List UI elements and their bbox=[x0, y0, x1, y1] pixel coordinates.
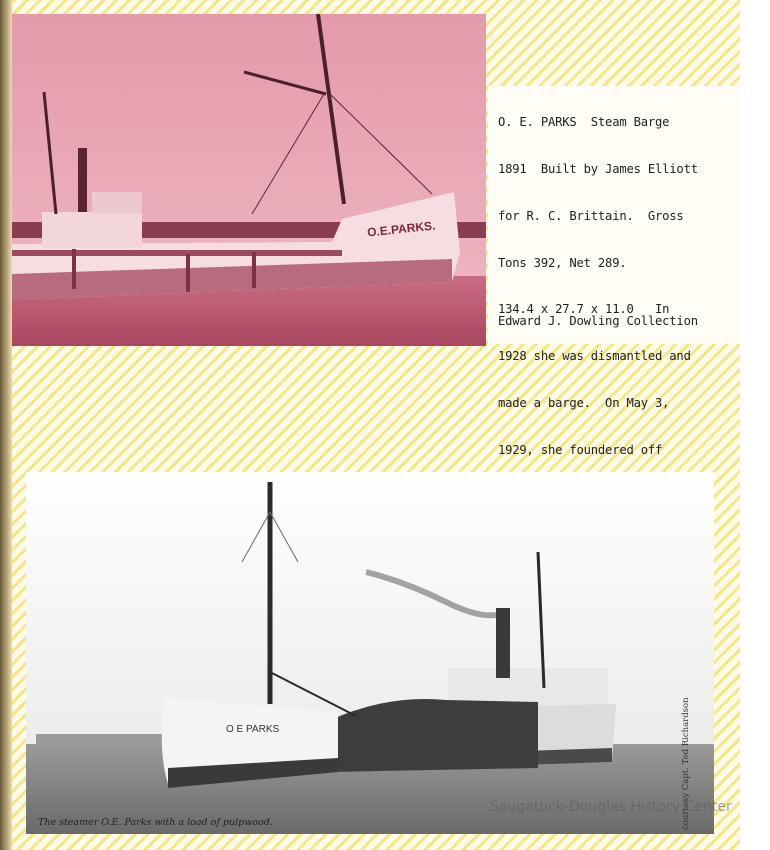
description-line: Tons 392, Net 289. bbox=[498, 255, 627, 270]
bow-name-plate: O.E.PARKS. bbox=[366, 218, 437, 240]
collection-credit: Edward J. Dowling Collection bbox=[498, 314, 698, 328]
description-line: O. E. PARKS Steam Barge bbox=[498, 115, 670, 130]
barge-illustration bbox=[12, 14, 486, 346]
photo-caption: The steamer O.E. Parks with a load of pulpwood. bbox=[38, 817, 273, 828]
album-binding-edge bbox=[0, 0, 12, 850]
description-line: 134.4 x 27.7 x 11.0 In bbox=[498, 302, 670, 317]
description-line: 1891 Built by James Elliott bbox=[498, 161, 698, 176]
description-line: 1928 she was dismantled and bbox=[498, 349, 691, 364]
description-line: 1929, she foundered off bbox=[498, 442, 663, 457]
photo-steamer-pulpwood bbox=[26, 472, 714, 834]
description-line: made a barge. On May 3, bbox=[498, 395, 670, 410]
description-line: for R. C. Brittain. Gross bbox=[498, 208, 684, 223]
steamer-illustration bbox=[26, 472, 714, 834]
photo-steam-barge-pink bbox=[12, 14, 486, 346]
watermark: Saugatuck-Douglas History Center bbox=[490, 799, 732, 815]
bow-name-plate: O E PARKS bbox=[226, 724, 280, 735]
photo-credit: courtesy Capt. Ted Richardson bbox=[681, 697, 691, 830]
